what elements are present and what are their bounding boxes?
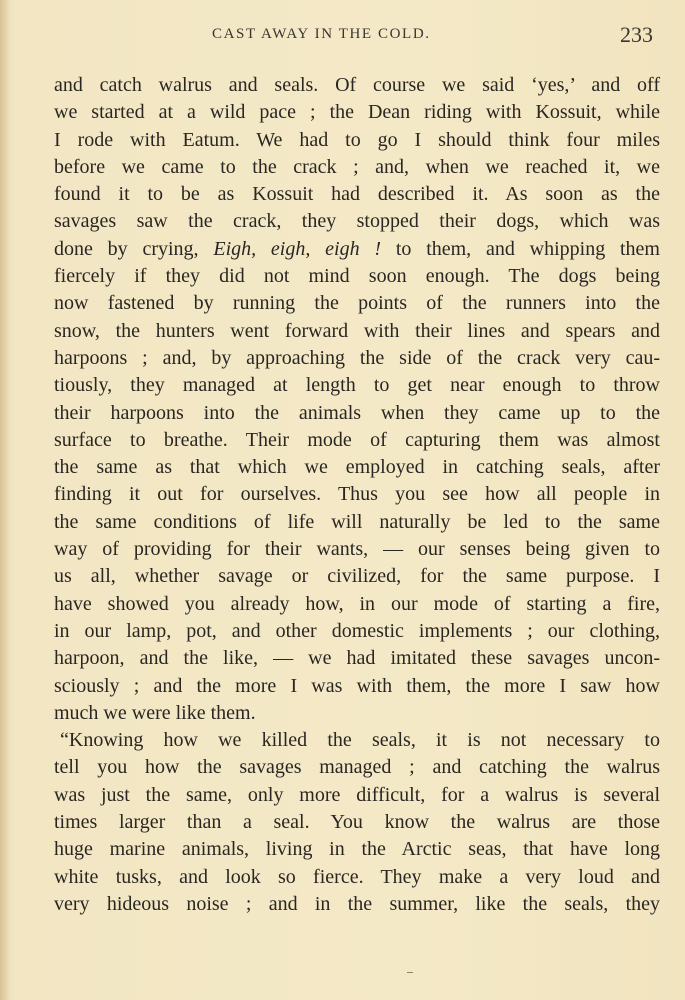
text-line: in our lamp, pot, and other domestic implements ; our clothing, xyxy=(54,619,660,642)
text-line: we started at a wild pace ; the Dean riding with Kossuit, while xyxy=(54,101,660,124)
text-line: the same conditions of life will naturally be led to the same xyxy=(54,510,660,533)
text-line: their harpoons into the animals when they came up to the xyxy=(54,401,660,424)
text-line: sciously ; and the more I was with them, the more I saw how xyxy=(54,674,660,697)
text-line: snow, the hunters went forward with their lines and spears and xyxy=(54,319,660,342)
page-number: 233 xyxy=(620,22,653,47)
text-line: and catch walrus and seals. Of course we said ‘yes,’ and off xyxy=(54,74,660,96)
body-text xyxy=(54,72,660,918)
text-line: before we came to the crack ; and, when we reached it, we xyxy=(54,155,660,178)
italic-cry: Eigh, eigh, eigh ! xyxy=(213,237,382,260)
paragraph-start-line: “Knowing how we killed the seals, it is not necessary to xyxy=(60,729,660,752)
text-line: have showed you already how, in our mode of starting a fire, xyxy=(54,592,660,615)
text-line: very hideous noise ; and in the summer, like the seals, they xyxy=(54,892,660,915)
text-segment: to them, and whipping them xyxy=(381,237,660,260)
text-line: surface to breathe. Their mode of capturing them was almost xyxy=(54,428,660,451)
paragraph-end-line: much we were like them. xyxy=(54,701,256,724)
text-line: now fastened by running the points of the runners into the xyxy=(54,292,660,315)
text-line: harpoons ; and, by approaching the side of the crack very cau- xyxy=(54,346,660,369)
text-line: harpoon, and the like, — we had imitated these savages uncon- xyxy=(54,647,660,670)
gutter-shadow xyxy=(0,0,10,1000)
text-line: was just the same, only more difficult, for a walrus is several xyxy=(54,783,660,806)
text-line: times larger than a seal. You know the walrus are those xyxy=(54,811,660,834)
text-line: white tusks, and look so fierce. They make a very loud and xyxy=(54,865,660,888)
text-line: us all, whether savage or civilized, for the same purpose. I xyxy=(54,565,660,588)
text-segment: done by crying, xyxy=(54,237,214,260)
text-line: the same as that which we employed in catching seals, after xyxy=(54,456,660,479)
footer-mark xyxy=(407,972,413,973)
text-line: finding it out for ourselves. Thus you see how all people in xyxy=(54,483,660,506)
text-line: fiercely if they did not mind soon enough. The dogs being xyxy=(54,265,660,288)
text-line: tiously, they managed at length to get near enough to throw xyxy=(54,374,660,397)
text-line-with-italic xyxy=(54,236,660,263)
text-line: found it to be as Kossuit had described it. As soon as the xyxy=(54,183,660,206)
text-line: savages saw the crack, they stopped their dogs, which was xyxy=(54,210,660,233)
text-line: I rode with Eatum. We had to go I should think four miles xyxy=(54,128,660,151)
running-title: CAST AWAY IN THE COLD. xyxy=(212,26,431,42)
text-line: tell you how the savages managed ; and catching the walrus xyxy=(54,756,660,779)
running-header xyxy=(0,22,685,52)
text-line: huge marine animals, living in the Arctic seas, that have long xyxy=(54,838,660,861)
text-line: way of providing for their wants, — our senses being given to xyxy=(54,538,660,561)
